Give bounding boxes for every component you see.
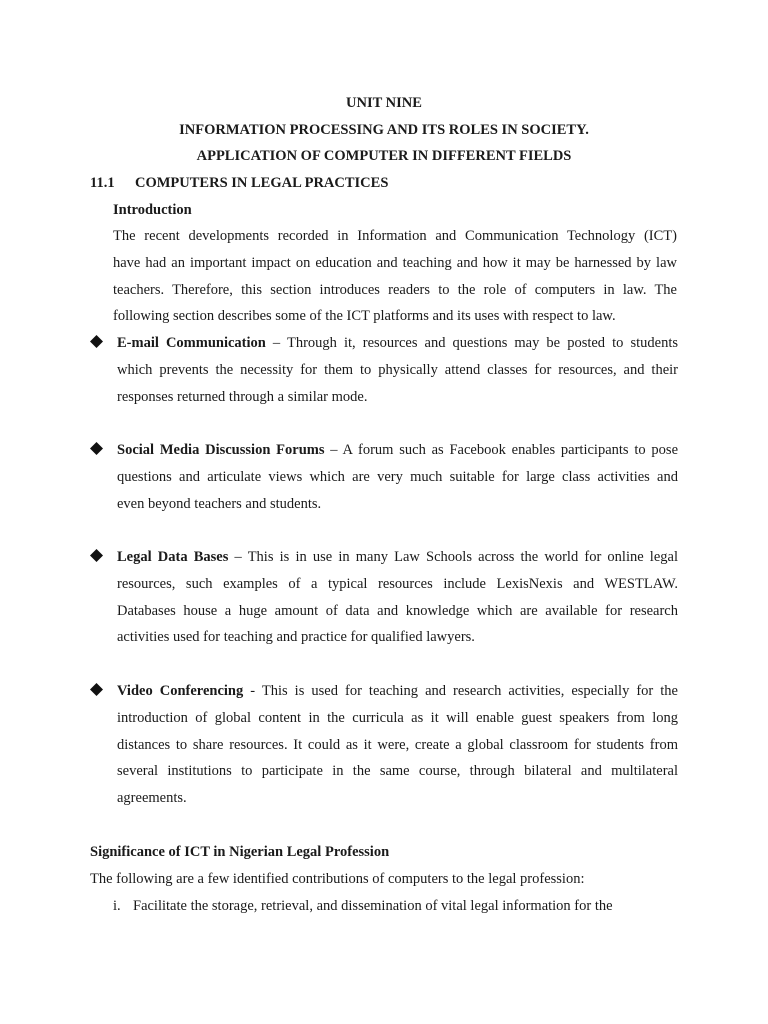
intro-line: The recent developments recorded in Information and Communication Technology (ICT): [113, 228, 677, 244]
unit-label: UNIT NINE: [346, 95, 422, 111]
bullet-line: which prevents the necessity for them to physically attend classes for resources, and their: [117, 361, 678, 378]
bullet-line: questions and articulate views which are very much suitable for large class activities and: [117, 468, 678, 485]
bullet-line: Databases house a huge amount of data and knowledge which are available for research: [117, 602, 678, 619]
bullet-term: Social Media Discussion Forums: [117, 442, 325, 458]
unit-title: INFORMATION PROCESSING AND ITS ROLES IN SOCIETY.: [179, 122, 589, 138]
introduction-paragraph: [113, 223, 677, 330]
bullet-term: E-mail Communication: [117, 335, 266, 351]
introduction-heading: Introduction: [113, 202, 192, 218]
bullet-line: Legal Data Bases – This is in use in many Law Schools across the world for online legal: [117, 549, 678, 565]
intro-line: have had an important impact on education and teaching and how it may be harnessed by law: [113, 254, 677, 271]
diamond-bullet-icon: [90, 683, 103, 696]
bullet-line: several institutions to participate in the same course, through bilateral and multilateral: [117, 763, 678, 780]
bullet-line: agreements.: [117, 790, 187, 807]
intro-line: teachers. Therefore, this section introduces readers to the role of computers in law. The: [113, 281, 677, 298]
list-item: [113, 897, 613, 915]
bullet-line: introduction of global content in the curricula as it will enable guest speakers from long: [117, 709, 678, 726]
section-title: COMPUTERS IN LEGAL PRACTICES: [135, 175, 389, 191]
significance-intro: The following are a few identified contributions of computers to the legal profession:: [90, 871, 585, 887]
significance-heading: Significance of ICT in Nigerian Legal Profession: [90, 844, 390, 860]
bullet-line: E-mail Communication – Through it, resources and questions may be posted to students: [117, 335, 678, 351]
section-number: 11.1: [90, 175, 115, 191]
bullet-term: Legal Data Bases: [117, 549, 229, 565]
bullet-line: responses returned through a similar mode.: [117, 388, 368, 405]
bullet-line: resources, such examples of a typical resources include LexisNexis and WESTLAW.: [117, 575, 678, 592]
diamond-bullet-icon: [90, 442, 103, 455]
diamond-bullet-icon: [90, 549, 103, 562]
bullet-line: distances to share resources. It could as it were, create a global classroom for students from: [117, 736, 678, 753]
bullet-line: activities used for teaching and practice for qualified lawyers.: [117, 629, 475, 646]
list-marker: i.: [113, 898, 121, 914]
bullet-line: even beyond teachers and students.: [117, 495, 322, 512]
bullet-line: Video Conferencing - This is used for teaching and research activities, especially for the: [117, 683, 678, 699]
bullet-line: Social Media Discussion Forums – A forum such as Facebook enables participants to pose: [117, 442, 678, 458]
diamond-bullet-icon: [90, 335, 103, 348]
unit-subtitle: APPLICATION OF COMPUTER IN DIFFERENT FIELDS: [196, 148, 572, 164]
list-item-text: Facilitate the storage, retrieval, and dissemination of vital legal information for the: [133, 898, 613, 914]
bullet-term: Video Conferencing: [117, 683, 244, 699]
intro-line: following section describes some of the ICT platforms and its uses with respect to law.: [113, 308, 616, 325]
